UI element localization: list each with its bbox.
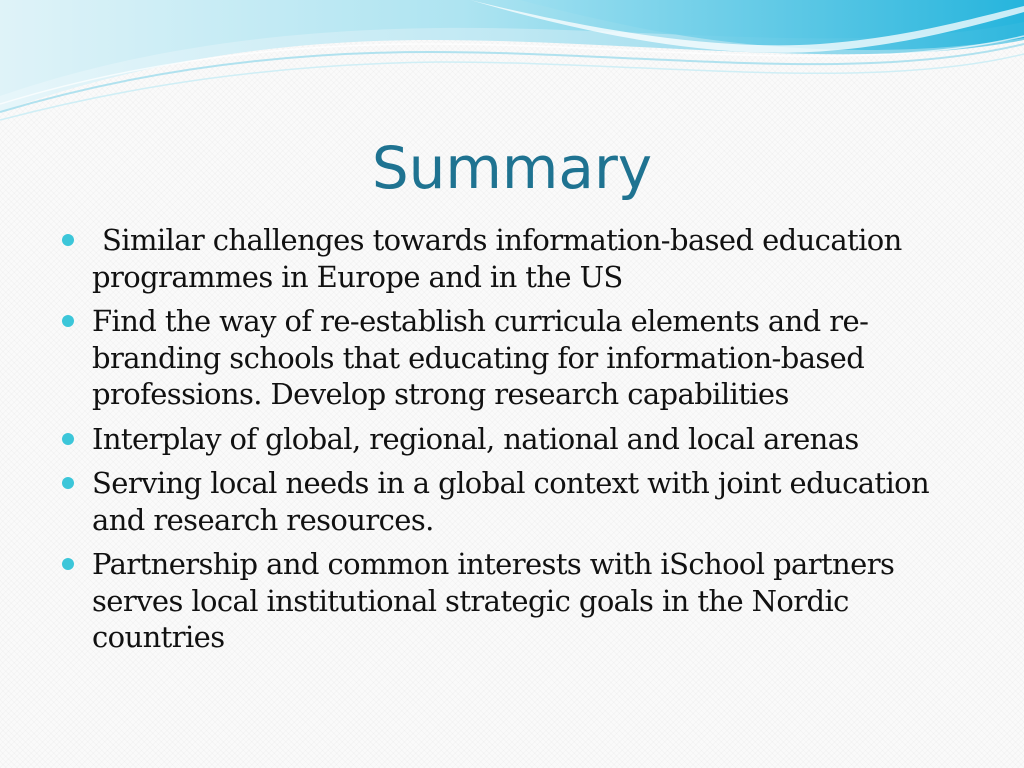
bullet-dot-icon (62, 433, 74, 445)
bullet-list (58, 222, 978, 664)
bullet-dot-icon (62, 234, 74, 246)
bullet-item (58, 222, 978, 295)
bullet-text: Similar challenges towards information-based education programmes in Europe and in the US (92, 223, 902, 294)
bullet-dot-icon (62, 315, 74, 327)
slide-title: Summary (371, 134, 653, 202)
bullet-item (58, 421, 978, 458)
bullet-item (58, 546, 978, 656)
bullet-text: Find the way of re-establish curricula elements and re-branding schools that educating for information-based professions. Develop strong research capabilities (92, 304, 869, 411)
bullet-text: Interplay of global, regional, national and local arenas (92, 421, 859, 456)
bullet-dot-icon (62, 477, 74, 489)
bullet-item (58, 303, 978, 413)
bullet-text: Partnership and common interests with iSchool partners serves local institutional strategic goals in the Nordic countries (92, 547, 895, 654)
bullet-text: Serving local needs in a global context with joint education and research resources. (92, 466, 930, 537)
bullet-dot-icon (62, 558, 74, 570)
bullet-item (58, 465, 978, 538)
wave-header-decoration (0, 0, 1024, 130)
